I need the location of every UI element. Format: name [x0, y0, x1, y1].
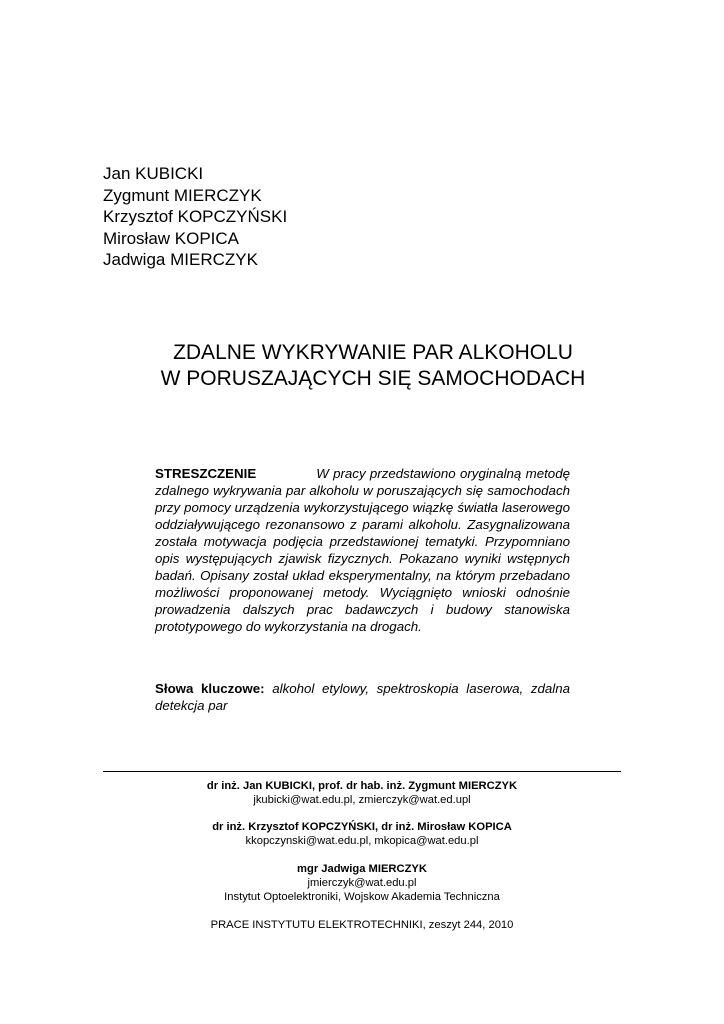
author-name: Jadwiga MIERCZYK [103, 250, 258, 269]
title-line-1: ZDALNE WYKRYWANIE PAR ALKOHOLU [173, 341, 573, 364]
author-list [103, 163, 287, 271]
title-line-2: W PORUSZAJĄCYCH SIĘ SAMOCHODACH [160, 367, 586, 390]
author-name: Zygmunt MIERCZYK [103, 185, 262, 205]
affiliation-block-1 [103, 779, 621, 807]
affiliation-emails: kkopczynski@wat.edu.pl, mkopica@wat.edu.pl [245, 835, 479, 847]
author-name: Mirosław KOPICA [103, 228, 240, 248]
affiliation-block-3 [103, 862, 621, 904]
paper-title [0, 340, 724, 392]
abstract-label: STRESZCZENIE [155, 466, 257, 481]
affiliation-names: dr inż. Krzysztof KOPCZYŃSKI, dr inż. Mirosław KOPICA [212, 821, 512, 833]
affiliation-names: mgr Jadwiga MIERCZYK [297, 863, 427, 875]
keywords-label: Słowa kluczowe: [155, 681, 265, 696]
affiliation-emails: jkubicki@wat.edu.pl, zmierczyk@wat.ed.upl [253, 794, 471, 806]
affiliation-institute: Instytut Optoelektroniki, Wojskow Akademia Techniczna [224, 891, 500, 903]
affiliation-names: dr inż. Jan KUBICKI, prof. dr hab. inż. Zygmunt MIERCZYK [206, 780, 518, 792]
journal-citation: PRACE INSTYTUTU ELEKTROTECHNIKI, zeszyt 244, 2010 [210, 919, 514, 931]
keywords [155, 680, 570, 714]
abstract [155, 465, 570, 635]
author-name: Jan KUBICKI [103, 164, 204, 183]
author-name: Krzysztof KOPCZYŃSKI [103, 207, 288, 226]
affiliation-email: jmierczyk@wat.edu.pl [307, 877, 417, 889]
footnote-divider [103, 771, 621, 772]
affiliation-block-2 [103, 820, 621, 848]
keywords-value: alkohol etylowy, spektroskopia laserowa, zdalna detekcja par [155, 681, 570, 713]
abstract-text: W pracy przedstawiono oryginalną metodę zdalnego wykrywania par alkoholu w poruszających się samochodach przy pomocy urządzenia wykorzystującego wiązkę światła laserowego oddziaływującego rezonansowo z parami alkoholu. Zasygnalizowana została motywacja podjęcia przedstawionej tematyki. Przypomniano opis występujących zjawisk fizycznych. Pokazano wyniki wstępnych badań. Opisany został układ eksperymentalny, na którym przebadano możliwości proponowanej metody. Wyciągnięto wnioski odnośnie prowadzenia dalszych prac badawczych i budowy stanowiska prototypowego do wykorzystania na drogach. [155, 466, 570, 634]
